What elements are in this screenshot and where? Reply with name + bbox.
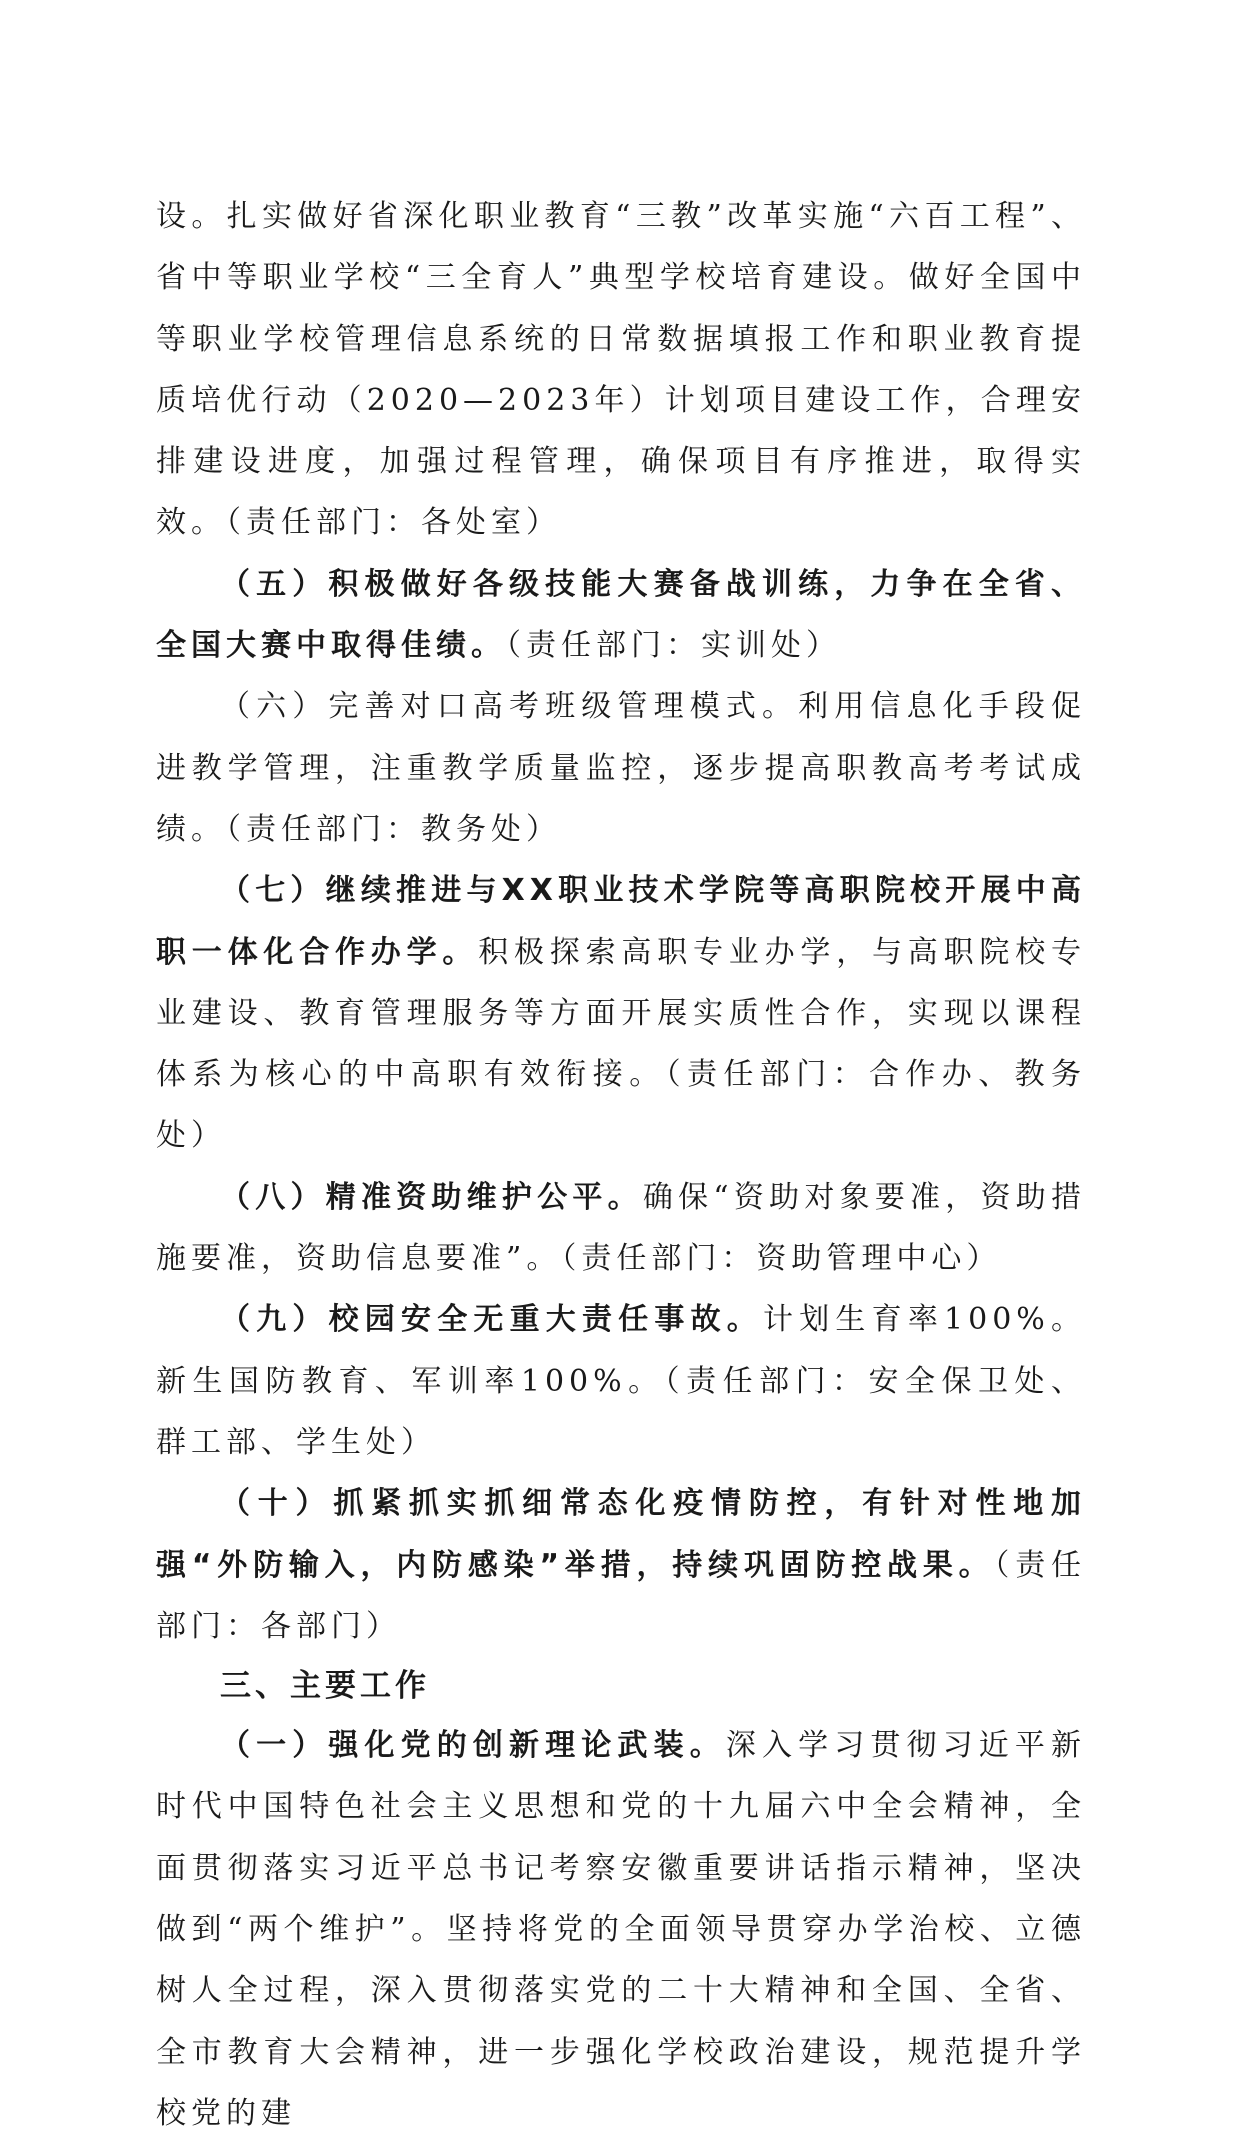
paragraph-item-8 (156, 1167, 1086, 1290)
paragraph-lead: （一）强化党的创新理论武装。 (220, 1728, 726, 1764)
paragraph-item-10 (156, 1473, 1086, 1657)
section-heading: 三、主要工作 (220, 1668, 430, 1705)
paragraph-text: 确保“资助对象要准，资助措施要准，资助信息要准”。（责任部门：资助管理中心） (156, 1179, 1086, 1277)
paragraph-lead: （八）精准资助维护公平。 (220, 1179, 643, 1215)
paragraph-text: 积极探索高职专业办学，与高职院校专业建设、教育管理服务等方面开展实质性合作，实现以课程体系为核心的中高职有效衔接。（责任部门：合作办、教务处） (156, 934, 1087, 1154)
paragraph-item-9 (156, 1289, 1086, 1473)
paragraph-text: 设。扎实做好省深化职业教育“三教”改革实施“六百工程”、省中等职业学校“三全育人”典型学校培育建设。做好全国中等职业学校管理信息系统的日常数据填报工作和职业教育提质培优行动（2020—2023年）计划项目建设工作，合理安排建设进度，加强过程管理，确保项目有序推进，取得实效。（责任部门：各处室） (156, 199, 1086, 541)
paragraph-lead: （十）抓紧抓实抓细常态化疫情防控，有针对性地加强“外防输入，内防感染”举措，持续巩固防控战果。 (156, 1486, 1086, 1583)
paragraph-item-7 (156, 860, 1086, 1166)
paragraph-item-6 (156, 676, 1086, 860)
paragraph-lead: （七）继续推进与XX职业技术学院等高职院校开展中高职一体化合作办学。 (156, 873, 1086, 970)
paragraph-text: （六）完善对口高考班级管理模式。利用信息化手段促进教学管理，注重教学质量监控，逐步提高职教高考考试成绩。（责任部门：教务处） (156, 689, 1086, 847)
paragraph-text: 深入学习贯彻习近平新时代中国特色社会主义思想和党的十九届六中全会精神，全面贯彻落实习近平总书记考察安徽重要讲话指示精神，坚决做到“两个维护”。坚持将党的全面领导贯穿办学治校、立德树人全过程，深入贯彻落实党的二十大精神和全国、全省、全市教育大会精神，进一步强化学校政治建设，规范提升学校党的建 (156, 1728, 1087, 2131)
paragraph-text: 计划生育率100%。新生国防教育、军训率100%。（责任部门：安全保卫处、群工部、学生处） (156, 1302, 1086, 1460)
paragraph-lead: （五）积极做好各级技能大赛备战训练，力争在全省、全国大赛中取得佳绩。 (156, 566, 1086, 664)
paragraph-continuation (156, 186, 1086, 554)
paragraph-text: （责任部门：各部门） (156, 1547, 1087, 1644)
paragraph-lead: （九）校园安全无重大责任事故。 (220, 1302, 764, 1338)
paragraph-text: （责任部门：实训处） (506, 628, 841, 664)
paragraph-item-5 (156, 554, 1086, 677)
document-page (156, 186, 1086, 2144)
paragraph-section-3-item-1 (156, 1715, 1086, 2144)
